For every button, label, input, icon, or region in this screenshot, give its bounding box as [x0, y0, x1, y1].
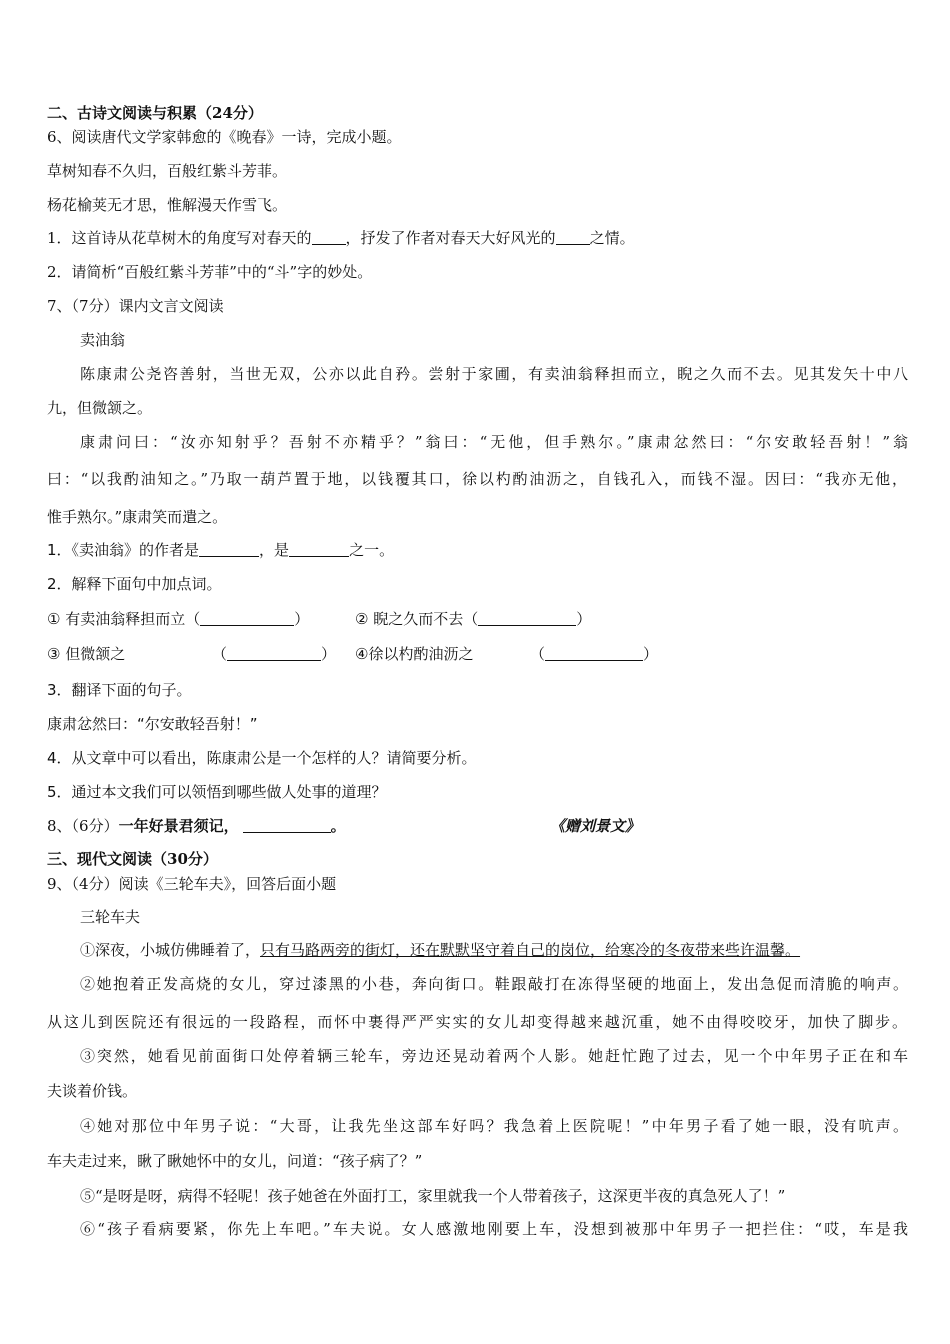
- answer-blank[interactable]: [289, 542, 349, 557]
- q9-para1-underlined: 只有马路两旁的街灯，还在默默坚守着自己的岗位，给寒冷的冬夜带来些许温馨。: [260, 941, 801, 959]
- q7-para2-line1: 康肃问曰：“汝亦知射乎？吾射不亦精乎？”翁曰：“无他，但手熟尔。”康肃忿然曰：“尔安敢轻吾射！”翁: [80, 433, 908, 451]
- q7-item4-answer: [530, 644, 658, 664]
- q7-sub1: [47, 540, 394, 560]
- q8-suffix: 。: [330, 817, 346, 835]
- q7-para1-line1: 陈康肃公尧咨善射，当世无双，公亦以此自矜。尝射于家圃，有卖油翁释担而立，睨之久而不去。见其发矢十中八: [80, 365, 908, 383]
- q7-item2: [355, 609, 591, 629]
- q9-para4-line2: 车夫走过来，瞅了瞅她怀中的女儿，问道：“孩子病了？”: [47, 1152, 423, 1170]
- q7-item3: ③ 但微颔之: [47, 645, 126, 663]
- q9-para3-line1: ③突然，她看见前面街口处停着辆三轮车，旁边还晃动着两个人影。她赶忙跑了过去，见一个中年男子正在和车: [80, 1047, 908, 1065]
- q8-prefix: 8、（6分）: [47, 817, 119, 835]
- q6-sub1-text-a: 1．这首诗从花草树木的角度写对春天的: [47, 229, 312, 247]
- q7-sub1-text-a: 1．《卖油翁》的作者是: [47, 541, 200, 559]
- q7-para2-line3: 惟手熟尔。”康肃笑而遣之。: [47, 508, 228, 526]
- q6-prompt: 6、阅读唐代文学家韩愈的《晚春》一诗，完成小题。: [47, 128, 402, 146]
- q7-para2-line2: 曰：“以我酌油知之。”乃取一葫芦置于地，以钱覆其口，徐以杓酌油沥之，自钱孔入，而钱不湿。因曰：“我亦无他，: [47, 470, 907, 488]
- q6-sub2: 2．请简析“百般红紫斗芳菲”中的“斗”字的妙处。: [47, 263, 373, 281]
- answer-blank[interactable]: [556, 230, 590, 245]
- q7-prompt: 7、（7分）课内文言文阅读: [47, 297, 224, 315]
- q6-sub1-text-c: 之情。: [589, 229, 635, 247]
- q9-para5: ⑤“是呀是呀，病得不轻呢！孩子她爸在外面打工，家里就我一个人带着孩子，这深更半夜的真急死人了！”: [80, 1187, 786, 1205]
- poem-line-1: 草树知春不久归，百般红紫斗芳菲。: [47, 162, 288, 180]
- section2-heading: 二、古诗文阅读与积累（24分）: [47, 104, 263, 122]
- q7-sub2: 2．解释下面句中加点词。: [47, 575, 222, 593]
- q9-para6: ⑥“孩子看病要紧，你先上车吧。”车夫说。女人感激地刚要上车，没想到被那中年男子一把拦住：“哎，车是我: [80, 1220, 908, 1238]
- q9-para2-line2: 从这儿到医院还有很远的一段路程，而怀中裹得严严实实的女儿却变得越来越沉重，她不由得咬咬牙，加快了脚步。: [47, 1013, 907, 1031]
- close-paren: ）: [294, 610, 310, 628]
- q7-sub1-text-c: 之一。: [349, 541, 395, 559]
- q7-sub4: 4．从文章中可以看出，陈康肃公是一个怎样的人？请简要分析。: [47, 749, 477, 767]
- open-paren: （: [212, 645, 228, 663]
- q9-prompt: 9、（4分）阅读《三轮车夫》，回答后面小题: [47, 875, 337, 893]
- q9-para2-line1: ②她抱着正发高烧的女儿，穿过漆黑的小巷，奔向街口。鞋跟敲打在冻得坚硬的地面上，发出急促而清脆的响声。: [80, 975, 908, 993]
- q8-text: 一年好景君须记，: [118, 817, 239, 835]
- close-paren: ）: [321, 645, 337, 663]
- q9-para4-line1: ④她对那位中年男子说：“大哥，让我先坐这部车好吗？我急着上医院呢！”中年男子看了她一眼，没有吭声。: [80, 1117, 908, 1135]
- answer-blank[interactable]: [545, 646, 643, 661]
- q9-para1-text: ①深夜，小城仿佛睡着了，: [80, 941, 261, 959]
- q7-sub3: 3．翻译下面的句子。: [47, 681, 192, 699]
- q9-passage-title: 三轮车夫: [80, 908, 141, 926]
- answer-blank[interactable]: [227, 646, 321, 661]
- q8-source: 《赠刘景文》: [550, 817, 641, 835]
- q7-sub5: 5．通过本文我们可以领悟到哪些做人处事的道理？: [47, 783, 387, 801]
- q7-sub1-text-b: ，是: [259, 541, 290, 559]
- item1-text: ① 有卖油翁释担而立（: [47, 610, 201, 628]
- q9-para1: [80, 940, 800, 960]
- poem-line-2: 杨花榆荚无才思，惟解漫天作雪飞。: [47, 196, 288, 214]
- q7-item3-answer: [212, 644, 336, 664]
- answer-blank[interactable]: [200, 611, 294, 626]
- q9-para3-line2: 夫谈着价钱。: [47, 1082, 138, 1100]
- answer-blank[interactable]: [199, 542, 259, 557]
- q7-para1-line2: 九，但微颔之。: [47, 399, 153, 417]
- answer-blank[interactable]: [312, 230, 346, 245]
- answer-blank[interactable]: [243, 818, 331, 833]
- item2-text: ② 睨之久而不去（: [355, 610, 479, 628]
- q7-sub3-sentence: 康肃忿然曰：“尔安敢轻吾射！”: [47, 715, 258, 733]
- q8: [47, 816, 346, 836]
- answer-blank[interactable]: [478, 611, 576, 626]
- q7-passage-title: 卖油翁: [80, 331, 126, 349]
- close-paren: ）: [576, 610, 592, 628]
- open-paren: （: [530, 645, 546, 663]
- close-paren: ）: [643, 645, 659, 663]
- q6-sub1-text-b: ，抒发了作者对春天大好风光的: [345, 229, 556, 247]
- q7-item4: ④徐以杓酌油沥之: [355, 645, 474, 663]
- q6-sub1: [47, 228, 635, 248]
- q7-item1: [47, 609, 309, 629]
- section3-heading: 三、现代文阅读（30分）: [47, 850, 218, 868]
